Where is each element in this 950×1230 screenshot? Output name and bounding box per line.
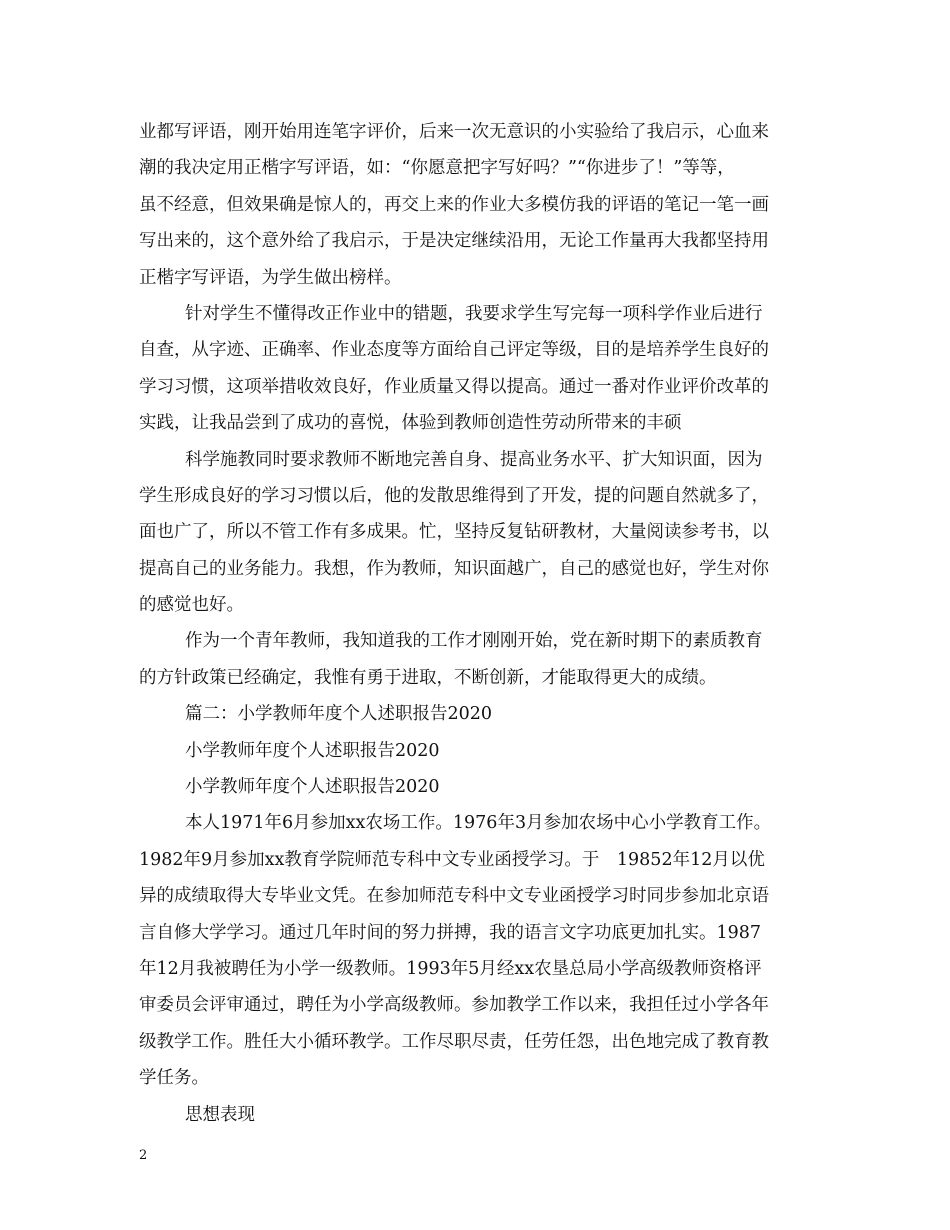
text-line: 学任务。 <box>139 1068 209 1089</box>
text-line: 潮的我决定用正楷字写评语，如：“你愿意把字写好吗？”“你进步了！”等等， <box>139 158 735 179</box>
text-line: 正楷字写评语，为学生做出榜样。 <box>139 267 402 288</box>
page-number: 2 <box>139 1148 148 1163</box>
text-line: 异的成绩取得大专毕业文凭。在参加师范专科中文专业函授学习时同步参加北京语 <box>139 886 769 907</box>
text-line: 的感觉也好。 <box>139 595 244 616</box>
text-line: 写出来的，这个意外给了我启示，于是决定继续沿用，无论工作量再大我都坚持用 <box>139 231 769 252</box>
text-line: 业都写评语，刚开始用连笔字评价，后来一次无意识的小实验给了我启示，心血来 <box>139 122 769 142</box>
text-line: 实践，让我品尝到了成功的喜悦，体验到教师创造性劳动所带来的丰硕 <box>139 413 682 434</box>
text-line: 学生形成良好的学习习惯以后，他的发散思维得到了开发，提的问题自然就多了， <box>139 485 769 506</box>
paragraph-start-line: 科学施教同时要求教师不断地完善自身、提高业务水平、扩大知识面，因为 <box>185 449 763 470</box>
text-line: 面也广了，所以不管工作有多成果。忙，坚持反复钻研教材，大量阅读参考书，以 <box>139 522 769 543</box>
section-heading: 思想表现 <box>185 1104 255 1125</box>
paragraph-start-line: 本人1971年6月参加xx农场工作。1976年3月参加农场中心小学教育工作。 <box>185 813 772 834</box>
paragraph-start-line: 针对学生不懂得改正作业中的错题，我要求学生写完每一项科学作业后进行 <box>185 303 763 324</box>
document-body <box>139 114 839 1133</box>
text-line: 虽不经意，但效果确是惊人的，再交上来的作业大多模仿我的评语的笔记一笔一画 <box>139 194 769 215</box>
text-line: 年12月我被聘任为小学一级教师。1993年5月经xx农垦总局小学高级教师资格评 <box>139 958 762 979</box>
text-line: 1982年9月参加xx教育学院师范专科中文专业函授学习。于 19852年12月以优 <box>139 849 765 870</box>
text-line: 提高自己的业务能力。我想，作为教师，知识面越广，自己的感觉也好，学生对你 <box>139 558 769 579</box>
text-line: 审委员会评审通过，聘任为小学高级教师。参加教学工作以来，我担任过小学各年 <box>139 995 769 1016</box>
text-line: 言自修大学学习。通过几年时间的努力拼搏，我的语言文字功底更加扎实。1987 <box>139 922 762 943</box>
text-line: 学习习惯，这项举措收效良好，作业质量又得以提高。通过一番对作业评价改革的 <box>139 376 769 397</box>
report-title: 小学教师年度个人述职报告2020 <box>185 777 440 798</box>
paragraph-start-line: 作为一个青年教师，我知道我的工作才刚刚开始，党在新时期下的素质教育 <box>185 631 763 652</box>
text-line: 级教学工作。胜任大小循环教学。工作尽职尽责，任劳任怨，出色地完成了教育教 <box>139 1031 769 1052</box>
text-line: 的方针政策已经确定，我惟有勇于进取，不断创新，才能取得更大的成绩。 <box>139 667 717 688</box>
section-heading: 篇二：小学教师年度个人述职报告2020 <box>185 704 493 725</box>
report-title: 小学教师年度个人述职报告2020 <box>185 740 440 761</box>
text-line: 自查，从字迹、正确率、作业态度等方面给自己评定等级，目的是培养学生良好的 <box>139 340 769 361</box>
